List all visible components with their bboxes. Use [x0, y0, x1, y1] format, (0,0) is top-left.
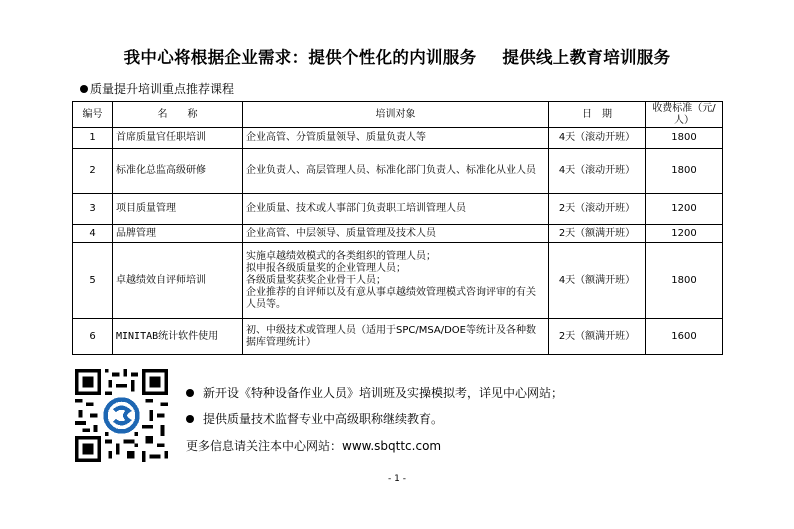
cell-date: 4天（滚动开班） [549, 149, 646, 194]
cell-num: 5 [73, 243, 113, 319]
cell-date: 4天（滚动开班） [549, 128, 646, 149]
page-headline [0, 44, 794, 68]
cell-fee: 1200 [646, 225, 723, 243]
table-row [73, 319, 723, 355]
cell-date: 2天（额满开班） [549, 225, 646, 243]
cell-audience: 企业负责人、高层管理人员、标准化部门负责人、标准化从业人员 [243, 149, 549, 194]
cell-fee: 1800 [646, 149, 723, 194]
page-number: - 1 - [388, 474, 406, 484]
cell-fee: 1600 [646, 319, 723, 355]
table-row [73, 128, 723, 149]
cell-num: 1 [73, 128, 113, 149]
cell-date: 2天（额满开班） [549, 319, 646, 355]
header-name: 名 称 [113, 102, 243, 128]
cell-name: 标准化总监高级研修 [113, 149, 243, 194]
cell-name: 品牌管理 [113, 225, 243, 243]
header-num: 编号 [73, 102, 113, 128]
cell-name: 首席质量官任职培训 [113, 128, 243, 149]
cell-date: 2天（滚动开班） [549, 194, 646, 225]
header-fee: 收费标准（元/人） [646, 102, 723, 128]
bullet-text: 提供质量技术监督专业中高级职称继续教育。 [203, 412, 444, 426]
more-info-text: 更多信息请关注本中心网站：www.sbqttc.com [186, 439, 442, 453]
audience-line: 实施卓越绩效模式的各类组织的管理人员； [246, 250, 436, 262]
bullet-item [186, 384, 563, 401]
cell-audience [243, 243, 549, 319]
cell-fee: 1200 [646, 194, 723, 225]
table-row [73, 194, 723, 225]
cell-num: 2 [73, 149, 113, 194]
cell-date: 4天（额满开班） [549, 243, 646, 319]
cell-name: 卓越绩效自评师培训 [113, 243, 243, 319]
cell-num: 4 [73, 225, 113, 243]
cell-fee: 1800 [646, 243, 723, 319]
bullet-item [186, 410, 443, 427]
qr-code-icon [75, 368, 168, 463]
cell-audience: 企业高管、分管质量领导、质量负责人等 [243, 128, 549, 149]
cell-audience: 企业高管、中层领导、质量管理及技术人员 [243, 225, 549, 243]
cell-fee: 1800 [646, 128, 723, 149]
bullet-dot-icon [186, 415, 194, 423]
cell-name: MINITAB统计软件使用 [113, 319, 243, 355]
bullet-text: 新开设《特种设备作业人员》培训班及实操模拟考，详见中心网站； [203, 386, 564, 400]
audience-line: 各级质量奖获奖企业骨干人员； [246, 274, 386, 286]
audience-line: 拟申报各级质量奖的企业管理人员； [246, 262, 406, 274]
cell-num: 3 [73, 194, 113, 225]
bullet-dot-icon [80, 85, 88, 93]
cell-audience: 企业质量、技术或人事部门负责职工培训管理人员 [243, 194, 549, 225]
header-date: 日 期 [549, 102, 646, 128]
bullet-dot-icon [186, 389, 194, 397]
cell-num: 6 [73, 319, 113, 355]
table-row [73, 149, 723, 194]
section-title [80, 80, 234, 97]
table-row [73, 243, 723, 319]
header-audience: 培训对象 [243, 102, 549, 128]
cell-audience: 初、中级技术或管理人员（适用于SPC/MSA/DOE等统计及各种数据库管理统计） [243, 319, 549, 355]
section-title-text: 质量提升培训重点推荐课程 [90, 82, 235, 96]
table-header-row [73, 102, 723, 128]
table-row [73, 225, 723, 243]
headline-part1: 我中心将根据企业需求：提供个性化的内训服务 [123, 48, 477, 67]
course-table [72, 101, 723, 355]
audience-line: 企业推荐的自评师以及有意从事卓越绩效管理模式咨询评审的有关人员等。 [246, 286, 536, 310]
headline-part2: 提供线上教育培训服务 [502, 48, 671, 67]
cell-name: 项目质量管理 [113, 194, 243, 225]
